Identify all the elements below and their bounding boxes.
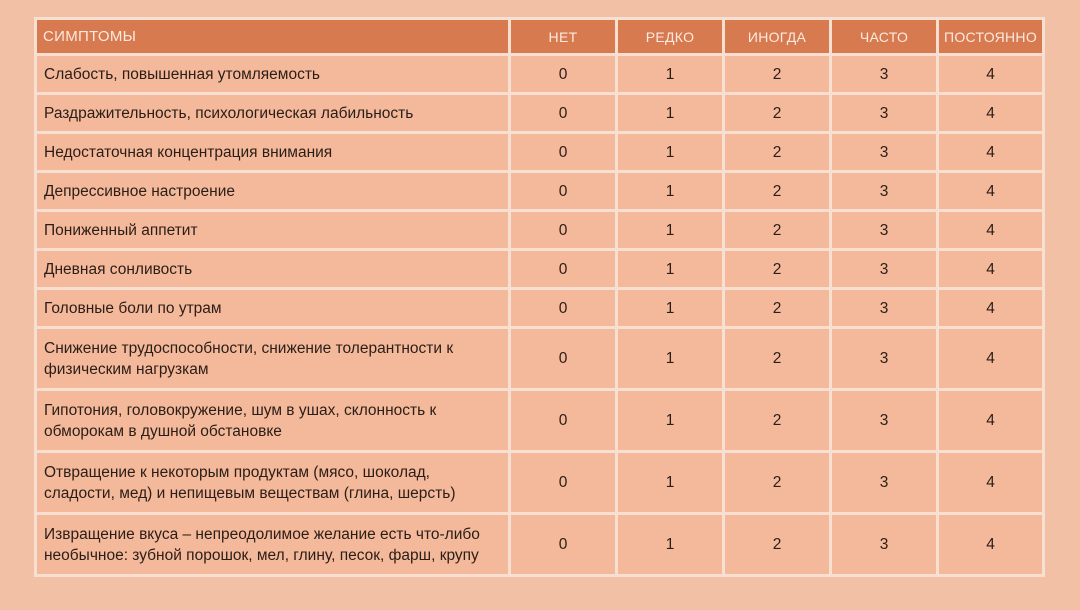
header-sometimes: ИНОГДА xyxy=(725,17,832,56)
symptom-cell: Депрессивное настроение xyxy=(34,173,511,212)
table-row xyxy=(34,290,1045,329)
score-never: 0 xyxy=(511,173,618,212)
score-never: 0 xyxy=(511,56,618,95)
header-symptoms: СИМПТОМЫ xyxy=(34,17,511,56)
symptom-score-table xyxy=(34,17,1045,577)
score-sometimes: 2 xyxy=(725,95,832,134)
symptom-cell: Недостаточная концентрация внимания xyxy=(34,134,511,173)
score-sometimes: 2 xyxy=(725,290,832,329)
table-header-row xyxy=(34,17,1045,56)
symptom-cell: Дневная сонливость xyxy=(34,251,511,290)
symptom-cell: Извращение вкуса – непреодолимое желание есть что-либо необычное: зубной порошок, мел, глину, песок, фарш, крупу xyxy=(34,515,511,577)
header-often: ЧАСТО xyxy=(832,17,939,56)
score-often: 3 xyxy=(832,329,939,391)
table-row xyxy=(34,95,1045,134)
score-constantly: 4 xyxy=(939,173,1045,212)
score-never: 0 xyxy=(511,391,618,453)
header-constantly: ПОСТОЯННО xyxy=(939,17,1045,56)
score-never: 0 xyxy=(511,329,618,391)
table-row xyxy=(34,329,1045,391)
table-row xyxy=(34,391,1045,453)
table-row xyxy=(34,134,1045,173)
score-often: 3 xyxy=(832,251,939,290)
score-rarely: 1 xyxy=(618,391,725,453)
score-sometimes: 2 xyxy=(725,134,832,173)
symptom-cell: Отвращение к некоторым продуктам (мясо, шоколад, сладости, мед) и непищевым веществам (глина, шерсть) xyxy=(34,453,511,515)
score-rarely: 1 xyxy=(618,453,725,515)
score-often: 3 xyxy=(832,453,939,515)
score-often: 3 xyxy=(832,173,939,212)
score-rarely: 1 xyxy=(618,56,725,95)
score-sometimes: 2 xyxy=(725,391,832,453)
score-constantly: 4 xyxy=(939,56,1045,95)
score-constantly: 4 xyxy=(939,134,1045,173)
score-rarely: 1 xyxy=(618,515,725,577)
score-constantly: 4 xyxy=(939,515,1045,577)
score-often: 3 xyxy=(832,212,939,251)
score-often: 3 xyxy=(832,56,939,95)
header-never: НЕТ xyxy=(511,17,618,56)
score-constantly: 4 xyxy=(939,329,1045,391)
score-often: 3 xyxy=(832,134,939,173)
score-never: 0 xyxy=(511,290,618,329)
table-row xyxy=(34,251,1045,290)
score-never: 0 xyxy=(511,134,618,173)
score-often: 3 xyxy=(832,95,939,134)
table-row xyxy=(34,515,1045,577)
score-rarely: 1 xyxy=(618,290,725,329)
score-often: 3 xyxy=(832,515,939,577)
score-sometimes: 2 xyxy=(725,56,832,95)
score-constantly: 4 xyxy=(939,391,1045,453)
score-constantly: 4 xyxy=(939,95,1045,134)
symptom-cell: Раздражительность, психологическая лабильность xyxy=(34,95,511,134)
table-row xyxy=(34,212,1045,251)
symptom-cell: Пониженный аппетит xyxy=(34,212,511,251)
score-never: 0 xyxy=(511,515,618,577)
header-rarely: РЕДКО xyxy=(618,17,725,56)
score-rarely: 1 xyxy=(618,95,725,134)
symptom-cell: Гипотония, головокружение, шум в ушах, склонность к обморокам в душной обстановке xyxy=(34,391,511,453)
score-rarely: 1 xyxy=(618,212,725,251)
score-constantly: 4 xyxy=(939,290,1045,329)
score-rarely: 1 xyxy=(618,251,725,290)
score-sometimes: 2 xyxy=(725,329,832,391)
table-row xyxy=(34,173,1045,212)
score-constantly: 4 xyxy=(939,453,1045,515)
score-rarely: 1 xyxy=(618,134,725,173)
score-sometimes: 2 xyxy=(725,453,832,515)
symptom-cell: Головные боли по утрам xyxy=(34,290,511,329)
symptom-cell: Слабость, повышенная утомляемость xyxy=(34,56,511,95)
score-rarely: 1 xyxy=(618,329,725,391)
score-often: 3 xyxy=(832,391,939,453)
score-never: 0 xyxy=(511,453,618,515)
table-row xyxy=(34,453,1045,515)
score-sometimes: 2 xyxy=(725,212,832,251)
score-rarely: 1 xyxy=(618,173,725,212)
score-sometimes: 2 xyxy=(725,251,832,290)
table-row xyxy=(34,56,1045,95)
score-constantly: 4 xyxy=(939,212,1045,251)
score-often: 3 xyxy=(832,290,939,329)
score-constantly: 4 xyxy=(939,251,1045,290)
score-sometimes: 2 xyxy=(725,173,832,212)
score-never: 0 xyxy=(511,95,618,134)
symptom-cell: Снижение трудоспособности, снижение толерантности к физическим нагрузкам xyxy=(34,329,511,391)
symptom-table-container xyxy=(34,17,1045,577)
score-never: 0 xyxy=(511,251,618,290)
score-never: 0 xyxy=(511,212,618,251)
score-sometimes: 2 xyxy=(725,515,832,577)
